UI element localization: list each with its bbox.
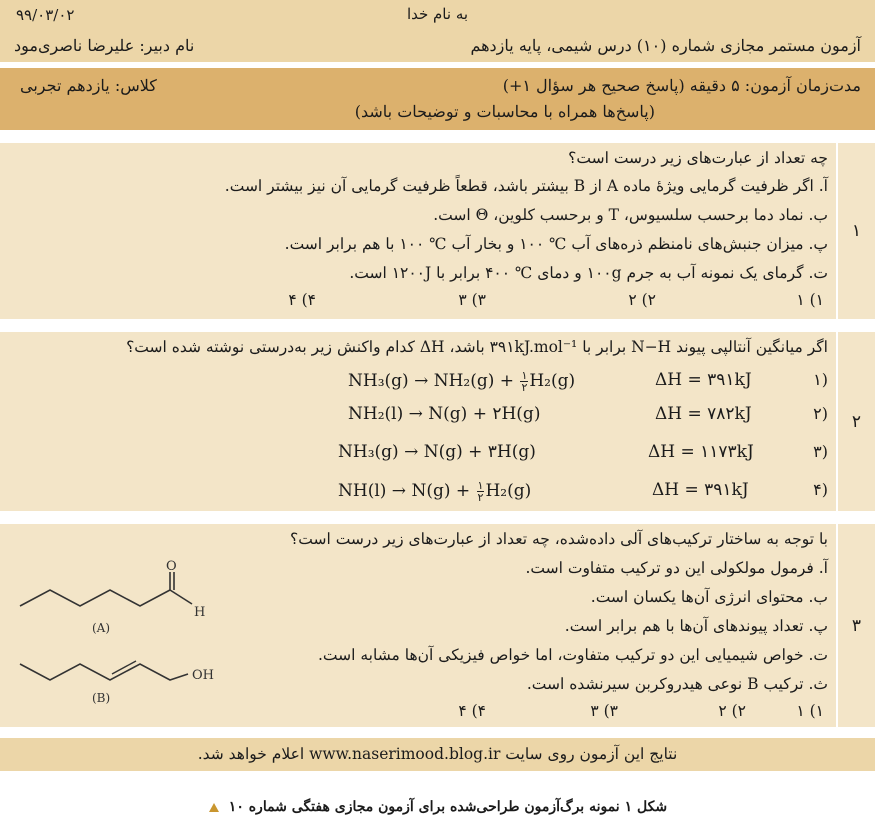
question-3	[0, 524, 875, 727]
delta-h: ΔH = ۳۹۱kJ	[652, 480, 749, 500]
question-stem: با توجه به ساختار ترکیب‌های آلی داده‌شده، چه تعداد از عبارت‌های زیر درست است؟	[290, 530, 828, 548]
carbon-chain-b	[20, 664, 188, 680]
question-2	[0, 332, 875, 511]
hydrogen-atom: H	[194, 605, 206, 620]
statement: آ. فرمول مولکولی این دو ترکیب متفاوت است.	[525, 559, 828, 577]
question-stem: چه تعداد از عبارت‌های زیر درست است؟	[568, 149, 828, 167]
question-number: ۲	[851, 412, 862, 432]
statement: آ. اگر ظرفیت گرمایی ویژهٔ ماده A از B بیشتر باشد، قطعاً ظرفیت گرمایی آن نیز بیشتر است.	[224, 177, 828, 195]
option-2[interactable]: ۲) ۲	[628, 291, 656, 309]
option-1[interactable]: ۱) ۱	[796, 291, 824, 309]
reaction-left: NH₂(l) → N(g) + ۲H(g)	[348, 404, 541, 424]
caption-text: شکل ۱ نمونه برگ‌آزمون طراحی‌شده برای آزمون مجازی هفتگی شماره ۱۰	[228, 799, 668, 815]
results-note: نتایج این آزمون روی سایت www.naserimood.blog.ir اعلام خواهد شد.	[197, 745, 678, 763]
reaction-2	[348, 404, 540, 424]
teacher-name: نام دبیر: علیرضا ناصری‌مود	[14, 36, 195, 55]
option-2[interactable]: ۲) ۲	[718, 702, 746, 720]
reaction-4	[338, 480, 531, 503]
option-4[interactable]: (۴	[813, 480, 828, 499]
aldehyde-bond	[170, 590, 192, 604]
reaction-1	[348, 370, 575, 393]
option-3[interactable]: ۳) ۳	[590, 702, 618, 720]
results-footer	[0, 738, 875, 771]
reaction-left: NH₃(g) → NH₂(g) +	[348, 371, 515, 391]
option-4[interactable]: ۴) ۴	[288, 291, 316, 309]
question-1	[0, 143, 875, 319]
delta-h: ΔH = ۱۱۷۳kJ	[648, 442, 754, 462]
option-1[interactable]: (۱	[813, 370, 828, 389]
structure-b-diagram	[10, 650, 230, 708]
exam-duration: مدت‌زمان آزمون: ۵ دقیقه (پاسخ صحیح هر سؤال ۱+)	[502, 76, 861, 95]
option-4[interactable]: ۴) ۴	[458, 702, 486, 720]
question-number-cell	[836, 524, 875, 727]
statement: ت. خواص شیمیایی این دو ترکیب متفاوت، اما خواص فیزیکی آن‌ها مشابه است.	[317, 646, 828, 664]
question-number: ۳	[851, 616, 862, 636]
statement: ب. نماد دما برحسب سلسیوس، T و برحسب کلوین، Θ است.	[433, 206, 828, 224]
question-stem: اگر میانگین آنتالپی پیوند N−H برابر با ۳۹۱kJ.mol⁻¹ باشد، ΔH کدام واکنش زیر به‌درستی نوشته شده است؟	[126, 338, 828, 356]
reaction-3	[338, 442, 536, 462]
reaction-left: NH₃(g) → N(g) + ۳H(g)	[338, 442, 536, 462]
hydroxyl-group: OH	[192, 668, 214, 683]
answer-note: (پاسخ‌ها همراه با محاسبات و توضیحات باشد)	[354, 102, 655, 121]
statement: ث. ترکیب B نوعی هیدروکربن سیرنشده است.	[526, 675, 828, 693]
question-number-cell	[836, 143, 875, 319]
question-1-content	[0, 143, 836, 319]
option-2[interactable]: (۲	[813, 404, 828, 423]
figure-caption	[0, 796, 875, 815]
exam-title: آزمون مستمر مجازی شماره (۱۰) درس شیمی، پایه یازدهم	[470, 36, 861, 55]
question-number: ۱	[851, 221, 862, 241]
statement: ت. گرمای یک نمونه آب به جرم ۱۰۰g و دمای ℃ ۴۰۰ برابر با ۱۲۰۰J است.	[349, 264, 828, 282]
basmala: به نام خدا	[406, 5, 469, 23]
structure-label: (A)	[92, 621, 111, 635]
header-info	[0, 68, 875, 130]
question-number-cell	[836, 332, 875, 511]
oxygen-atom: O	[166, 560, 177, 574]
option-1[interactable]: ۱) ۱	[796, 702, 824, 720]
structure-label: (B)	[92, 691, 111, 705]
option-3[interactable]: ۳) ۳	[458, 291, 486, 309]
reaction-right: H₂(g)	[529, 371, 576, 391]
option-3[interactable]: (۳	[813, 442, 828, 461]
reaction-left: NH(l) → N(g) +	[338, 481, 471, 501]
question-2-content	[0, 332, 836, 511]
question-3-content	[0, 524, 836, 727]
fraction: $\frac{۱}{۲}$	[477, 479, 484, 504]
header-top	[0, 0, 875, 62]
structure-a-diagram	[10, 560, 230, 640]
exam-date: ۹۹/۰۳/۰۲	[16, 6, 75, 24]
statement: پ. تعداد پیوندهای آن‌ها با هم برابر است.	[564, 617, 828, 635]
class-label: کلاس: یازدهم تجربی	[20, 76, 157, 95]
triangle-icon	[208, 802, 220, 813]
delta-h: ΔH = ۳۹۱kJ	[655, 370, 752, 390]
carbon-chain-a	[20, 590, 170, 606]
delta-h: ΔH = ۷۸۲kJ	[655, 404, 752, 424]
reaction-right: H₂(g)	[485, 481, 532, 501]
fraction: $\frac{۱}{۲}$	[521, 369, 528, 394]
statement: پ. میزان جنبش‌های نامنظم ذره‌های آب ℃ ۱۰۰ و بخار آب ℃ ۱۰۰ با هم برابر است.	[284, 235, 828, 253]
statement: ب. محتوای انرژی آن‌ها یکسان است.	[590, 588, 828, 606]
